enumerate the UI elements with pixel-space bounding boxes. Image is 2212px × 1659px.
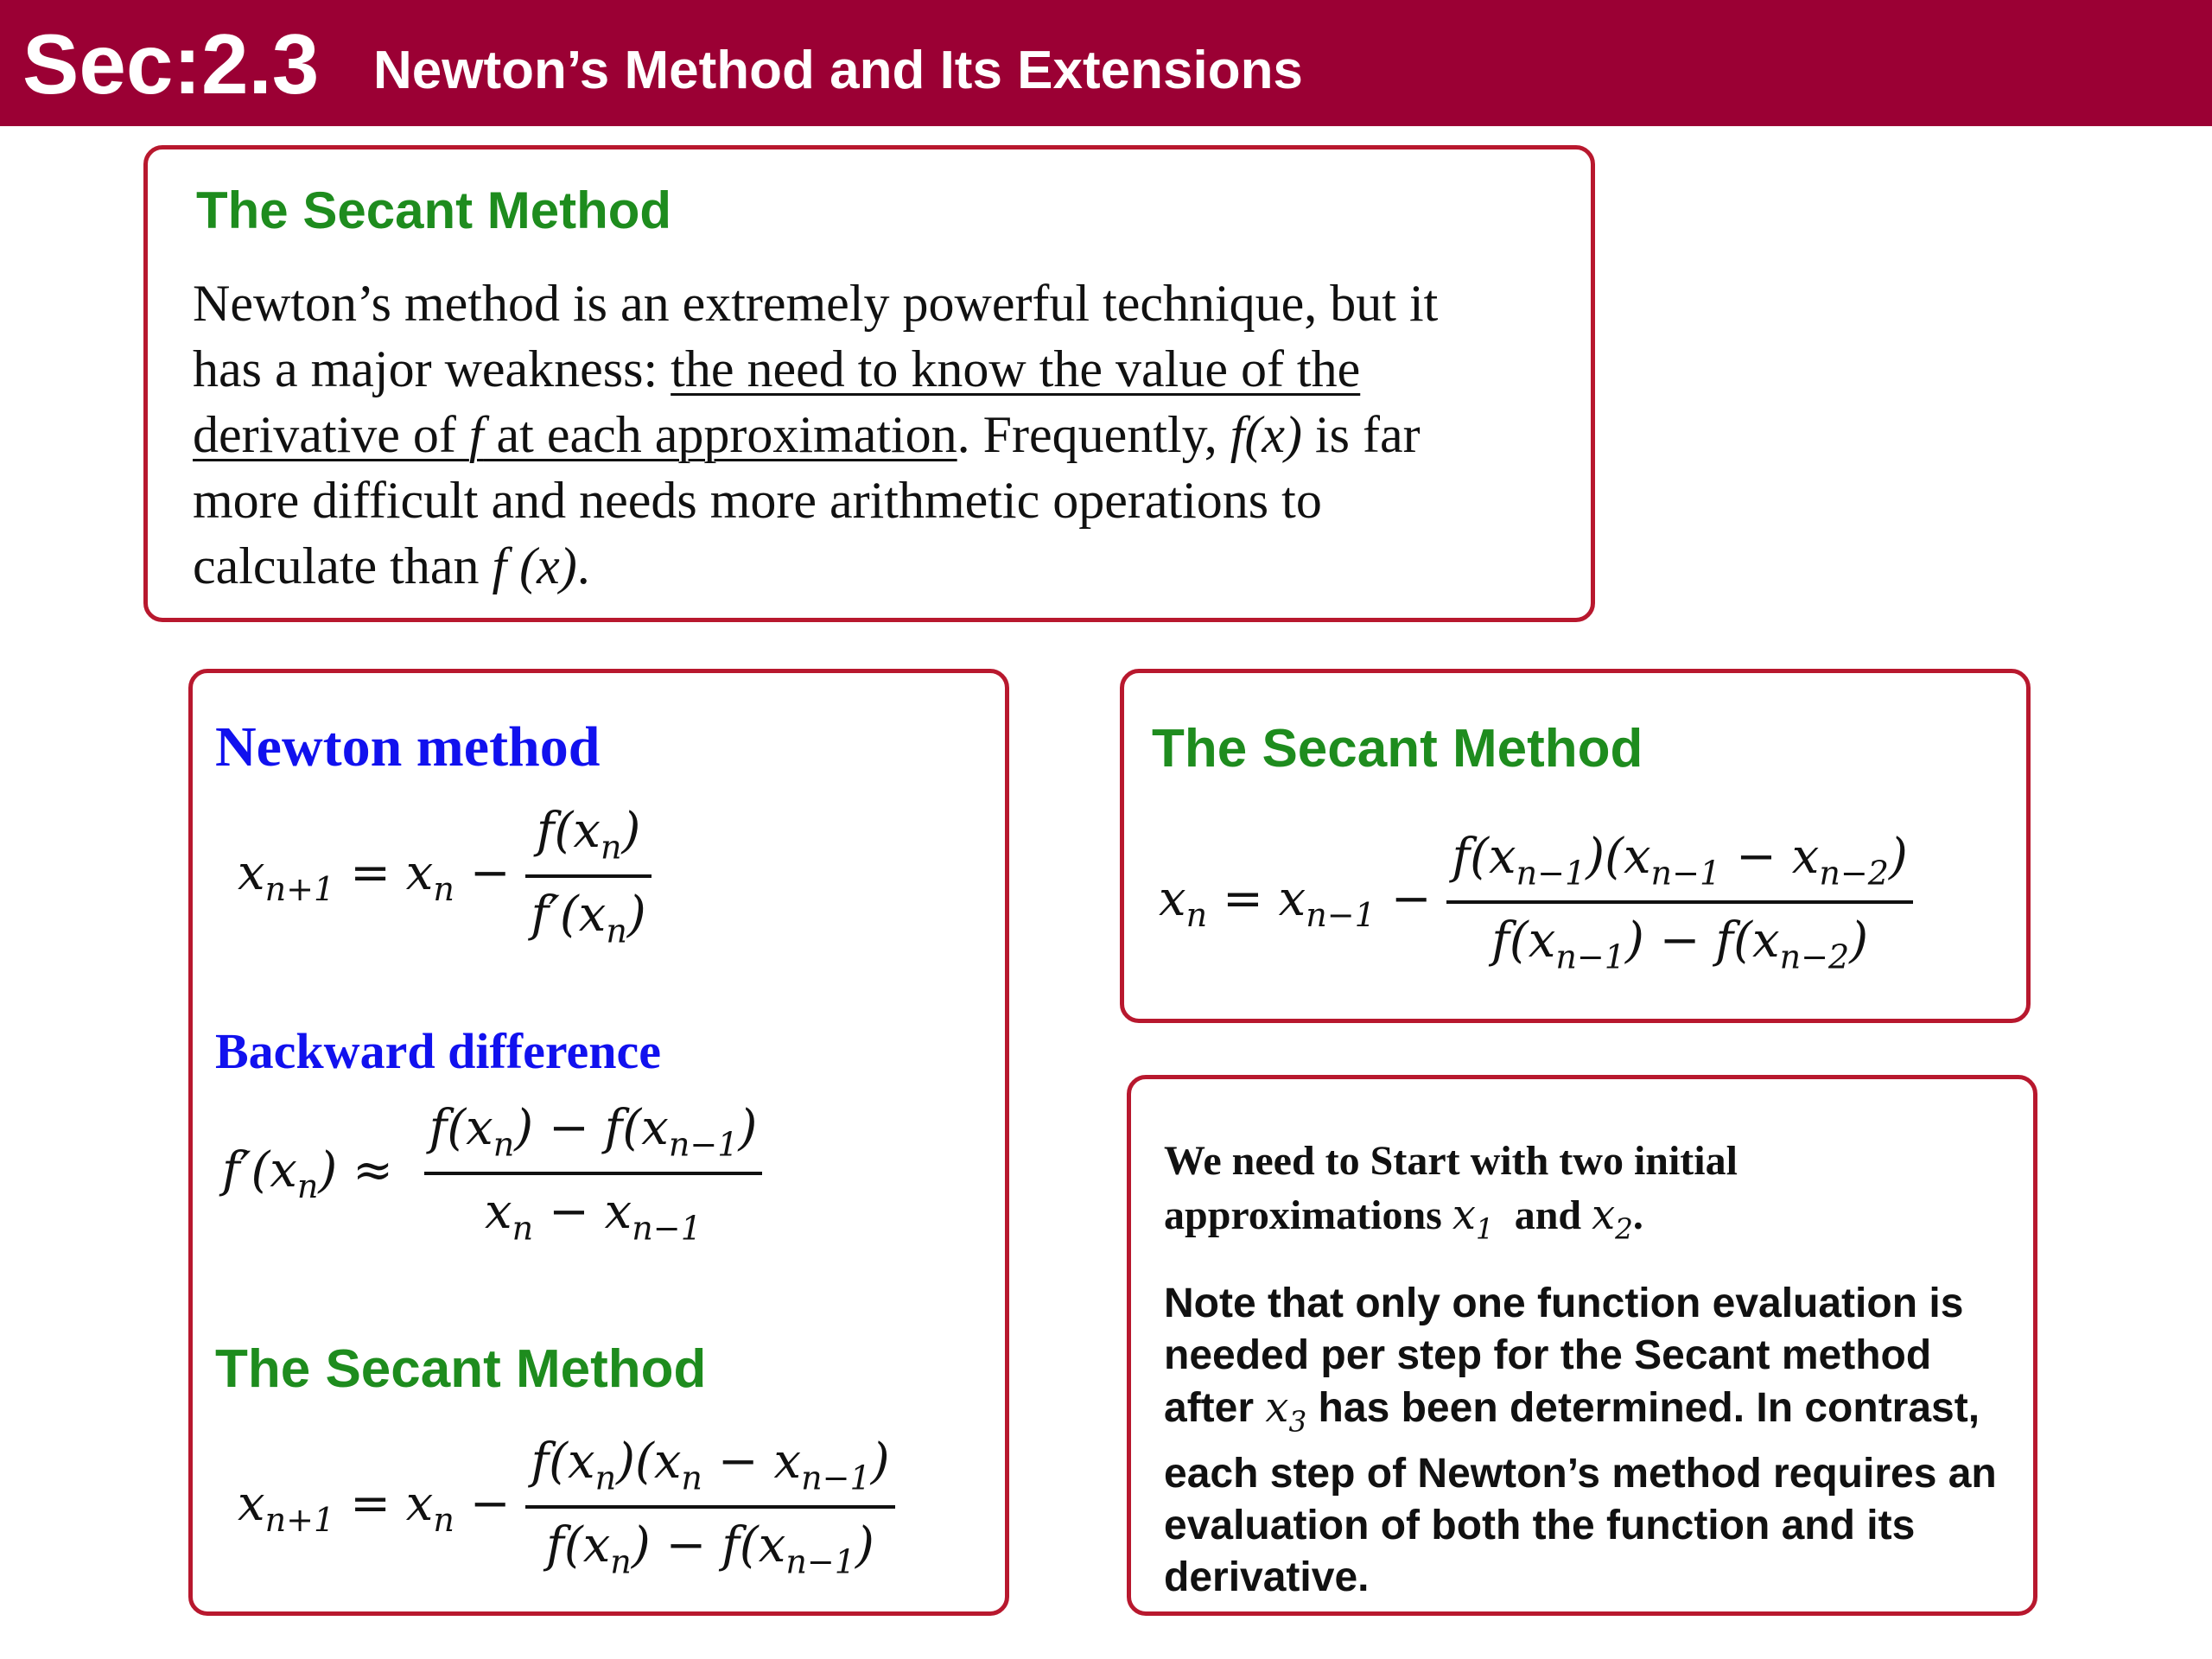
- right-secant-formula: $x_n = x_{n-1}$ − $\frac{f(x_{n-1})(x_{n-1} - x_{n-2})}{f(x_{n-1}) - f(x_{n-2})}$: [1159, 829, 1913, 976]
- intro-line-2: has a major weakness: the need to know the value of the: [193, 340, 1361, 397]
- newton-heading: Newton method: [215, 715, 601, 779]
- intro-line-3: derivative of f at each approximation. Frequently, f(x) is far: [193, 406, 1421, 463]
- note-paragraph: [1164, 1278, 2028, 1603]
- header-bar: [0, 0, 2212, 126]
- intro-line-4: more difficult and needs more arithmetic operations to: [193, 472, 1322, 529]
- notes-content: [1164, 1135, 2028, 1604]
- section-number: Sec:2.3: [22, 16, 320, 111]
- note-line-6: derivative.: [1164, 1554, 1370, 1600]
- notes-line-2: approximations $x_1$ and $x_2$.: [1164, 1191, 1643, 1246]
- intro-line-1: Newton’s method is an extremely powerful technique, but it: [193, 275, 1439, 332]
- page-title: Newton’s Method and Its Extensions: [373, 41, 1303, 100]
- backward-heading: Backward difference: [215, 1023, 661, 1079]
- notes-box: [1127, 1075, 2037, 1616]
- left-secant-formula: $x_{n+1} = x_n$ − $\frac{f(x_n)(x_n - x_{n-1})}{f(x_n) - f(x_{n-1})}$: [238, 1433, 895, 1581]
- newton-formula: $x_{n+1} = x_n$ − $\frac{f(x_n)}{f'(x_n)}$: [238, 803, 652, 950]
- left-secant-heading: The Secant Method: [215, 1339, 707, 1399]
- left-formulas-box: [188, 669, 1009, 1616]
- intro-heading: The Secant Method: [196, 181, 672, 239]
- right-secant-heading: The Secant Method: [1152, 719, 1643, 779]
- note-line-2: needed per step for the Secant method: [1164, 1332, 1932, 1379]
- note-line-3: after $x_3$ has been determined. In contrast,: [1164, 1383, 1980, 1439]
- note-line-5: evaluation of both the function and its: [1164, 1502, 1916, 1548]
- intro-box: [143, 145, 1595, 622]
- right-secant-box: [1120, 669, 2031, 1023]
- note-line-1: Note that only one function evaluation is: [1164, 1281, 1964, 1327]
- note-line-4: each step of Newton’s method requires an: [1164, 1450, 1997, 1497]
- notes-line-1: We need to Start with two initial: [1164, 1138, 1738, 1184]
- intro-line-5: calculate than f (x).: [193, 537, 590, 594]
- intro-paragraph: [193, 270, 1575, 599]
- backward-formula: $f'(x_n)$ ≈ $\frac{f(x_n) - f(x_{n-1})}{x_n - x_{n-1}}$: [222, 1100, 762, 1248]
